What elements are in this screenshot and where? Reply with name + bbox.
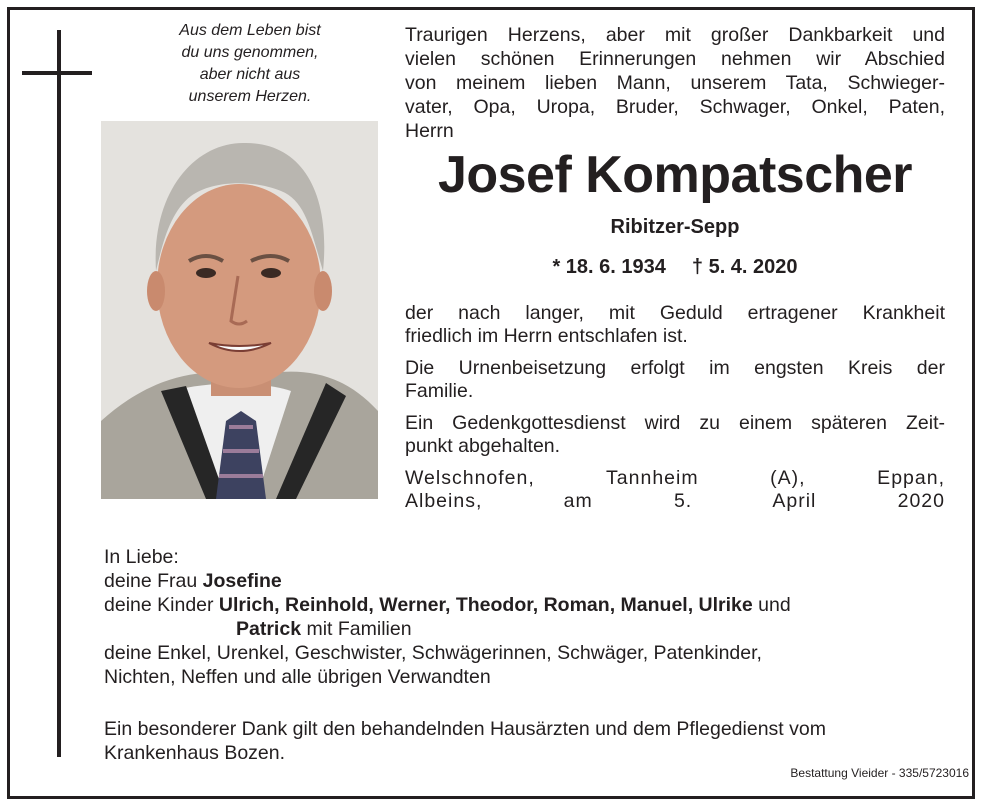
cross-icon-vertical [57,30,61,757]
wife-line [104,569,791,593]
wife-prefix: deine Frau [104,570,203,592]
death-date: † 5. 4. 2020 [691,256,798,278]
life-dates [405,254,945,280]
place-line: Albeins, am 5. April 2020 [405,490,945,512]
kids-line [104,593,791,617]
kids-line-2 [104,617,791,641]
thanks-line: Ein besonderer Dank gilt den behandelnden Hausärzten und dem Pflegedienst vom [104,718,826,740]
funeral-home-contact: Bestattung Vieider - 335/5723016 [790,766,969,780]
thanks-line: Krankenhaus Bozen. [104,742,286,764]
motto-line: aber nicht aus [199,66,301,83]
body-paragraph [405,302,945,348]
kids-suffix: mit Familien [301,618,412,640]
motto-line: du uns genommen, [181,44,319,61]
intro-line: vater, Opa, Uropa, Bruder, Schwager, Onkel, Paten, [405,96,945,118]
body-line: Die Urnenbeisetzung erfolgt im engsten Kreis der [405,357,945,379]
others-line: Nichten, Neffen und alle übrigen Verwandten [104,666,491,688]
body-line: Familie. [405,380,474,402]
others-line: deine Enkel, Urenkel, Geschwister, Schwägerinnen, Schwäger, Patenkinder, [104,642,762,664]
family-list [104,545,791,689]
cross-icon-horizontal [22,71,92,75]
body-paragraph [405,357,945,403]
intro-text [405,23,945,143]
kids-names: Ulrich, Reinhold, Werner, Theodor, Roman, Manuel, Ulrike [218,594,753,616]
kids-and: und [752,594,791,616]
intro-line: von meinem lieben Mann, unserem Tata, Schwieger- [405,72,945,94]
deceased-name: Josef Kompatscher [437,146,913,204]
motto [125,20,375,108]
portrait-photo [101,121,378,499]
wife-name: Josefine [202,570,282,592]
place-line: Welschnofen, Tannheim (A), Eppan, [405,467,945,489]
birth-date: * 18. 6. 1934 [552,256,666,278]
body-line: der nach langer, mit Geduld ertragener Krankheit [405,302,945,324]
body-paragraph [405,412,945,458]
kids-last-name: Patrick [236,618,302,640]
motto-line: Aus dem Leben bist [179,22,321,39]
place-date [405,467,945,513]
in-liebe-label: In Liebe: [104,546,179,568]
announcement-body [405,302,945,522]
body-line: Ein Gedenkgottesdienst wird zu einem späteren Zeit- [405,412,945,434]
body-line: punkt abgehalten. [405,435,561,457]
motto-line: unserem Herzen. [188,88,312,105]
body-line: friedlich im Herrn entschlafen ist. [405,325,688,347]
intro-line: vielen schönen Erinnerungen nehmen wir Abschied [405,48,945,70]
intro-line: Herrn [405,120,454,142]
thanks-text [104,717,949,765]
intro-line: Traurigen Herzens, aber mit großer Dankbarkeit und [405,24,945,46]
kids-prefix: deine Kinder [104,594,219,616]
nickname: Ribitzer-Sepp [610,216,740,238]
